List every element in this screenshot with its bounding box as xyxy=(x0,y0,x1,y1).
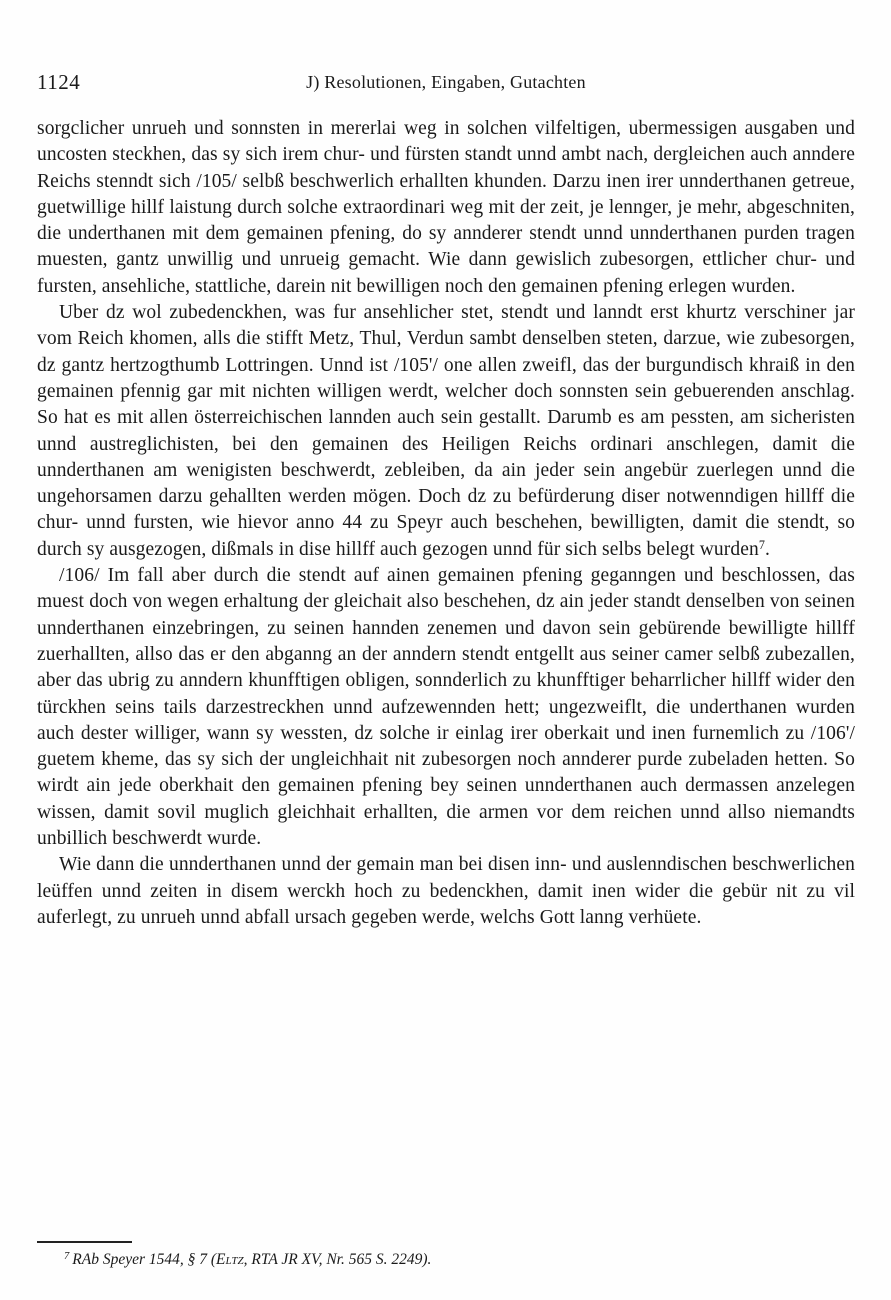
footnote-reference: 7 xyxy=(758,537,765,552)
page-number: 1124 xyxy=(37,70,81,94)
paragraph-text: Uber dz wol zubedenckhen, was fur ansehlicher stet, stendt und lanndt erst khurtz verschiner jar vom Reich khomen, alls die stifft Metz, Thul, Verdun sambt denselben steten, darzue, wie zubesorgen, dz gantz hertzogthumb Lottringen. Unnd ist /105'/ one allen zweifl, das der burgundisch khraiß in den gemainen pfennig gar mit nichten willigen werdt, welcher doch sonnsten sein gebuerenden anschlag. So hat es mit allen österreichischen lannden auch sein gestallt. Darumb es am pessten, am sicheristen unnd austreglichisten, bei den gemainen des Heiligen Reichs ordinari anschlegen, damit die unnderthanen am wenigisten beschwerdt, zebleiben, da ain jeder sein angebür zuerlegen unnd die ungehorsamen darzu gehallten werden mögen. Doch dz zu befürderung diser notwenndigen hillff die chur- unnd fursten, wie hievor anno 44 zu Speyr auch beschehen, bewilligten, damit die stendt, so durch sy ausgezogen, dißmals in dise hillff auch gezogen unnd für sich selbs belegt wurden xyxy=(37,302,855,560)
paragraph xyxy=(37,300,855,563)
footnote-area xyxy=(37,1241,855,1270)
footnote xyxy=(37,1250,855,1270)
running-header-title: J) Resolutionen, Eingaben, Gutachten xyxy=(306,72,586,92)
footnote-text: , RTA JR XV, Nr. 565 S. 2249). xyxy=(243,1251,432,1268)
paragraph: /106/ Im fall aber durch die stendt auf ainen gemainen pfening geganngen und beschlossen, das muest doch von wegen erhaltung der gleichait also beschehen, dz ain jeder standt denselben von seinen unnderthanen einzebringen, zu seinen hannden zenemen und davon sein gebürende bewilligte hillff zuerhallten, allso das er den abganng an der anndern stendt entgellt aus seiner camer selbß zubezallen, aber das ubrig zu anndern khunfftigen obligen, sonnderlich zu khunfftiger beharrlicher hillff wider den türckhen seins tails darzestreckhen unnd aufzewennden hett; ungezweiflt, die underthanen wurden auch dester williger, wann sy wessten, dz solche ir einlag irer oberkait und inen furnemlich zu /106'/ guetem kheme, das sy sich der ungleichhait nit zubesorgen noch annderer purde zubeladen hetten. So wirdt ain jede oberkhait den gemainen pfening bey seinen unnderthanen auch dermassen anzelegen wissen, damit sovil muglich gleichhait erhallten, die armen vor dem reichen unnd allso niemandts unbillich beschwerdt wurde. xyxy=(37,565,855,850)
footnote-author: Eltz xyxy=(216,1251,244,1268)
paragraph: Wie dann die unnderthanen unnd der gemain man bei disen inn- und auslenndischen beschwerlichen leüffen unnd zeiten in disem werckh hoch zu bedenckhen, damit inen wider die gebür nit zu vil auferlegt, zu unrueh unnd abfall ursach gegeben werde, welchs Gott lanng verhüete. xyxy=(37,854,855,928)
paragraph: sorgclicher unrueh und sonnsten in mererlai weg in solchen vilfeltigen, ubermessigen ausgaben und uncosten steckhen, das sy sich irem chur- und fürsten standt unnd ambt nach, dergleichen auch anndere Reichs stenndt sich /105/ selbß beschwerlich erhallten khunden. Darzu inen irer unnderthanen getreue, guetwillige hillf laistung durch solche extraordinari weg mit der zeit, je lennger, je mehr, abgeschniten, die underthanen mit dem gemainen pfening, do sy annderer stendt unnd unnderthanen purden tragen muesten, gantz unwillig und unrueig gemacht. Wie dann gewislich zubesorgen, ettlicher chur- und fursten, ansehliche, stattliche, darein nit bewilligen noch den gemainen pfening erlegen wurden. xyxy=(37,118,855,297)
page-header xyxy=(37,70,855,100)
paragraph-text: . xyxy=(764,538,770,560)
footnote-marker: 7 xyxy=(64,1251,70,1263)
footnote-text: RAb Speyer 1544, § 7 ( xyxy=(72,1251,217,1268)
main-text-block xyxy=(37,116,855,1219)
footnote-rule xyxy=(37,1241,132,1243)
